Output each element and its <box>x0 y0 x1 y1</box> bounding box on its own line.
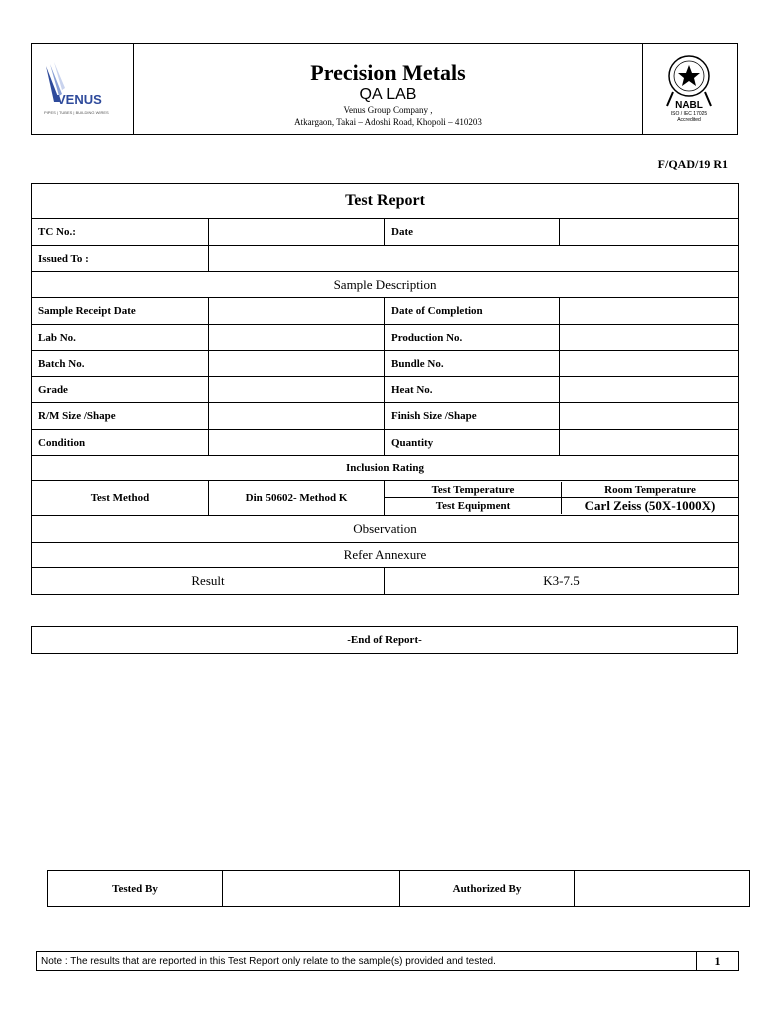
issued-to-label: Issued To : <box>32 246 209 272</box>
tc-no-label: TC No.: <box>32 219 209 246</box>
note-text: Note : The results that are reported in this Test Report only relate to the sample(s) provided and tested. <box>37 952 697 971</box>
page-number: 1 <box>697 952 739 971</box>
lab-no-value[interactable] <box>209 325 385 351</box>
lab-no-label: Lab No. <box>32 325 209 351</box>
rm-size-value[interactable] <box>209 403 385 430</box>
company-address: Atkargaon, Takai – Adoshi Road, Khopoli – 410203 <box>294 117 482 127</box>
nabl-logo-cell <box>643 44 738 135</box>
nabl-seal-icon <box>643 44 736 129</box>
test-temperature-label: Test Temperature <box>385 482 562 498</box>
result-label: Result <box>32 568 385 595</box>
finish-size-value[interactable] <box>560 403 739 430</box>
test-equipment-label: Test Equipment <box>385 498 562 515</box>
test-temperature-value: Room Temperature <box>562 482 739 498</box>
end-of-report: -End of Report- <box>31 626 738 654</box>
company-name: Precision Metals <box>310 60 466 85</box>
issued-to-value[interactable] <box>209 246 739 272</box>
production-no-label: Production No. <box>385 325 560 351</box>
sample-description-heading: Sample Description <box>32 272 739 298</box>
tc-no-value[interactable] <box>209 219 385 246</box>
observation-heading: Observation <box>32 516 739 543</box>
tested-by-label: Tested By <box>48 871 223 907</box>
test-method-value: Din 50602- Method K <box>209 481 385 516</box>
date-of-completion-label: Date of Completion <box>385 298 560 325</box>
footer-note <box>36 951 739 971</box>
production-no-value[interactable] <box>560 325 739 351</box>
batch-no-value[interactable] <box>209 351 385 377</box>
venus-logo-tagline: PIPES | TUBES | BUILDING WIRES <box>44 110 109 115</box>
lab-name: QA LAB <box>359 86 417 103</box>
bundle-no-value[interactable] <box>560 351 739 377</box>
group-name: Venus Group Company , <box>343 105 433 115</box>
bundle-no-label: Bundle No. <box>385 351 560 377</box>
rm-size-label: R/M Size /Shape <box>32 403 209 430</box>
report-title: Test Report <box>32 184 739 219</box>
heat-no-value[interactable] <box>560 377 739 403</box>
condition-value[interactable] <box>209 430 385 456</box>
result-value: K3-7.5 <box>385 568 739 595</box>
test-conditions-cell <box>385 481 739 516</box>
test-method-label: Test Method <box>32 481 209 516</box>
sample-receipt-date-label: Sample Receipt Date <box>32 298 209 325</box>
date-label: Date <box>385 219 560 246</box>
heat-no-label: Heat No. <box>385 377 560 403</box>
tested-by-signature[interactable] <box>223 871 400 907</box>
authorized-by-label: Authorized By <box>400 871 575 907</box>
condition-label: Condition <box>32 430 209 456</box>
quantity-label: Quantity <box>385 430 560 456</box>
grade-label: Grade <box>32 377 209 403</box>
grade-value[interactable] <box>209 377 385 403</box>
company-info <box>134 44 643 135</box>
test-equipment-value: Carl Zeiss (50X-1000X) <box>584 498 716 514</box>
nabl-logo-text: NABL <box>675 100 703 111</box>
date-of-completion-value[interactable] <box>560 298 739 325</box>
venus-logo-icon <box>32 44 132 129</box>
quantity-value[interactable] <box>560 430 739 456</box>
date-value[interactable] <box>560 219 739 246</box>
authorized-by-signature[interactable] <box>575 871 750 907</box>
refer-annexure-text: Refer Annexure <box>32 543 739 568</box>
batch-no-label: Batch No. <box>32 351 209 377</box>
test-report-table <box>31 183 739 595</box>
signature-table <box>47 870 750 907</box>
nabl-caption-accredited: Accredited <box>677 117 701 123</box>
form-number: F/QAD/19 R1 <box>657 157 728 171</box>
test-conditions-table <box>385 482 738 515</box>
finish-size-label: Finish Size /Shape <box>385 403 560 430</box>
inclusion-rating-heading: Inclusion Rating <box>32 456 739 481</box>
venus-logo-text: VENUS <box>57 92 102 107</box>
sample-receipt-date-value[interactable] <box>209 298 385 325</box>
report-header <box>31 43 738 135</box>
venus-logo-cell <box>32 44 134 135</box>
nabl-caption: ISO / IEC 17025 <box>670 111 708 117</box>
